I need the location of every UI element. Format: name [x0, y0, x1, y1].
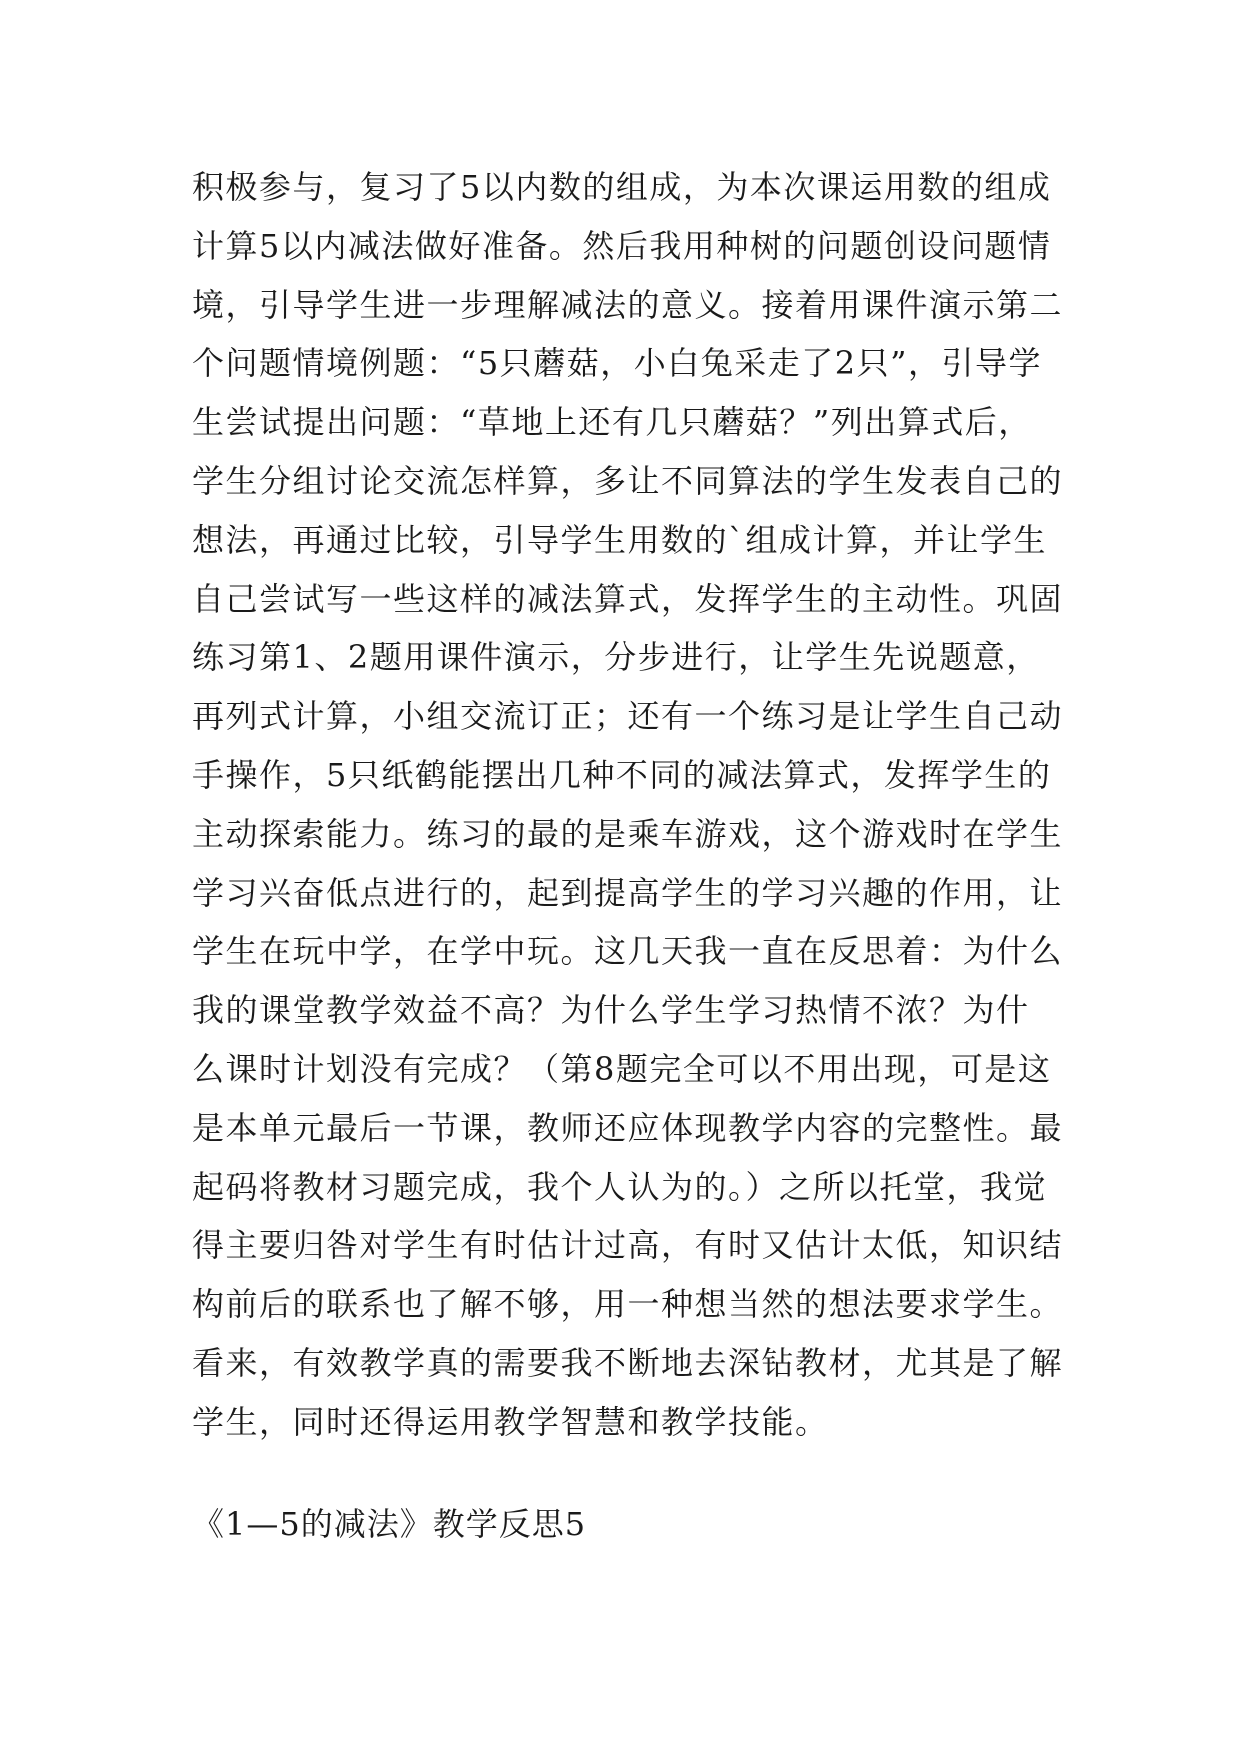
paragraph-line: 学生，同时还得运用教学智慧和教学技能。: [192, 1402, 829, 1441]
paragraph-line: 学生分组讨论交流怎样算，多让不同算法的学生发表自己的: [192, 461, 1064, 500]
paragraph-line: 起码将教材习题完成，我个人认为的。）之所以托堂，我觉: [192, 1167, 1048, 1206]
paragraph-line: 个问题情境例题：“5只蘑菇，小白兔采走了2只”，引导学: [192, 344, 1042, 383]
paragraph-line: 学生在玩中学，在学中玩。这几天我一直在反思着：为什么: [192, 932, 1064, 971]
paragraph-line: 再列式计算，小组交流订正；还有一个练习是让学生自己动: [192, 697, 1064, 736]
paragraph-line: 构前后的联系也了解不够，用一种想当然的想法要求学生。: [192, 1285, 1064, 1324]
paragraph-line: 是本单元最后一节课，教师还应体现教学内容的完整性。最: [192, 1108, 1064, 1147]
paragraph-line: 积极参与，复习了5以内数的组成，为本次课运用数的组成: [192, 168, 1052, 206]
body-paragraph: [192, 158, 1072, 1452]
paragraph-line: 生尝试提出问题：“草地上还有几只蘑菇？”列出算式后，: [192, 403, 1032, 442]
paragraph-line: 学习兴奋低点进行的，起到提高学生的学习兴趣的作用，让: [192, 873, 1064, 912]
paragraph-line: 境，引导学生进一步理解减法的意义。接着用课件演示第二: [192, 285, 1064, 324]
paragraph-line: 计算5以内减法做好准备。然后我用种树的问题创设问题情: [192, 226, 1052, 265]
paragraph-line: 主动探索能力。练习的最的是乘车游戏，这个游戏时在学生: [192, 814, 1064, 853]
paragraph-line: 自己尝试写一些这样的减法算式，发挥学生的主动性。巩固: [192, 579, 1064, 618]
paragraph-line: 练习第1、2题用课件演示，分步进行，让学生先说题意，: [192, 638, 1040, 677]
section-heading: 《1—5的减法》教学反思5: [192, 1505, 587, 1543]
paragraph-line: 手操作，5只纸鹤能摆出几种不同的减法算式，发挥学生的: [192, 755, 1052, 794]
paragraph-line: 我的课堂教学效益不高？为什么学生学习热情不浓？为什: [192, 991, 1030, 1030]
paragraph-line: 得主要归咎对学生有时估计过高，有时又估计太低，知识结: [192, 1226, 1064, 1265]
paragraph-line: 想法，再通过比较，引导学生用数的`组成计算，并让学生: [192, 520, 1048, 559]
paragraph-line: 看来，有效教学真的需要我不断地去深钻教材，尤其是了解: [192, 1343, 1064, 1382]
paragraph-line: 么课时计划没有完成？（第8题完全可以不用出现，可是这: [192, 1049, 1052, 1088]
